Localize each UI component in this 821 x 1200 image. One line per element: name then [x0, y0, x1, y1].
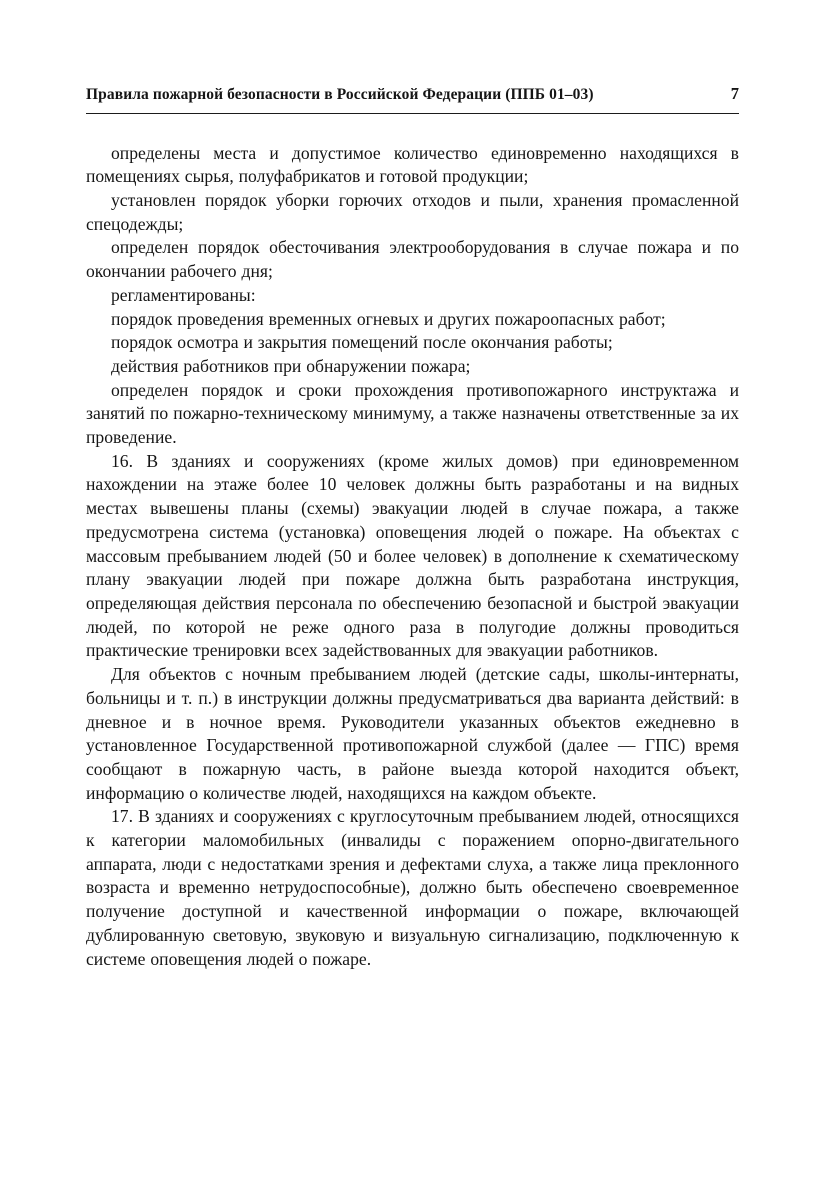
paragraph: определены места и допустимое количество единовременно находящихся в помещениях сырья, полуфабрикатов и готовой продукции;: [86, 142, 739, 187]
header-title: Правила пожарной безопасности в Российской Федерации (ППБ 01–03): [86, 86, 594, 103]
paragraph: определен порядок и сроки прохождения противопожарного инструктажа и занятий по пожарно-техническому минимуму, а также назначены ответственные за их проведение.: [86, 379, 739, 448]
paragraph: действия работников при обнаружении пожара;: [111, 355, 471, 376]
paragraph: установлен порядок уборки горючих отходов и пыли, хранения промасленной спецодежды;: [86, 190, 739, 234]
paragraph: регламентированы:: [111, 284, 256, 305]
page-number: 7: [730, 84, 739, 103]
header-rule: [86, 113, 739, 114]
paragraph: порядок осмотра и закрытия помещений после окончания работы;: [111, 332, 613, 353]
paragraph: 17. В зданиях и сооружениях с круглосуточным пребыванием людей, относящихся к категории маломобильных (инвалиды с поражением опорно-двигательного аппарата, люди с недостатками зрения и дефектами слуха, а также лица преклонного возраста и временно нетрудоспособные), должно быть обеспечено своевременное получение доступной и качественной информации о пожаре, включающей дублированную световую, звуковую и визуальную сигнализацию, подключенную к системе оповещения людей о пожаре.: [86, 806, 739, 969]
paragraph: Для объектов с ночным пребыванием людей (детские сады, школы-интернаты, больницы и т. п.) в инструкции должны предусматриваться два варианта действий: в дневное и в ночное время. Руководители указанных объектов ежедневно в установленное Государственной противопожарной службой (далее — ГПС) время сообщают в пожарную часть, в районе выезда которой находится объект, информацию о количестве людей, находящихся на каждом объекте.: [86, 664, 739, 803]
page-header: [86, 84, 739, 105]
paragraph: 16. В зданиях и сооружениях (кроме жилых домов) при единовременном нахождении на этаже более 10 человек должны быть разработаны и на видных местах вывешены планы (схемы) эвакуации людей в случае пожара, а также предусмотрена система (установка) оповещения людей о пожаре. На объектах с массовым пребыванием людей (50 и более человек) в дополнение к схематическому плану эвакуации людей при пожаре должна быть разработана инструкция, определяющая действия персонала по обеспечению безопасной и быстрой эвакуации людей, по которой не реже одного раза в полугодие должны проводиться практические тренировки всех задействованных для эвакуации работников.: [86, 450, 739, 661]
paragraph: определен порядок обесточивания электрооборудования в случае пожара и по окончании рабочего дня;: [86, 237, 739, 282]
paragraph: порядок проведения временных огневых и других пожароопасных работ;: [111, 308, 666, 329]
document-body: [86, 142, 739, 972]
